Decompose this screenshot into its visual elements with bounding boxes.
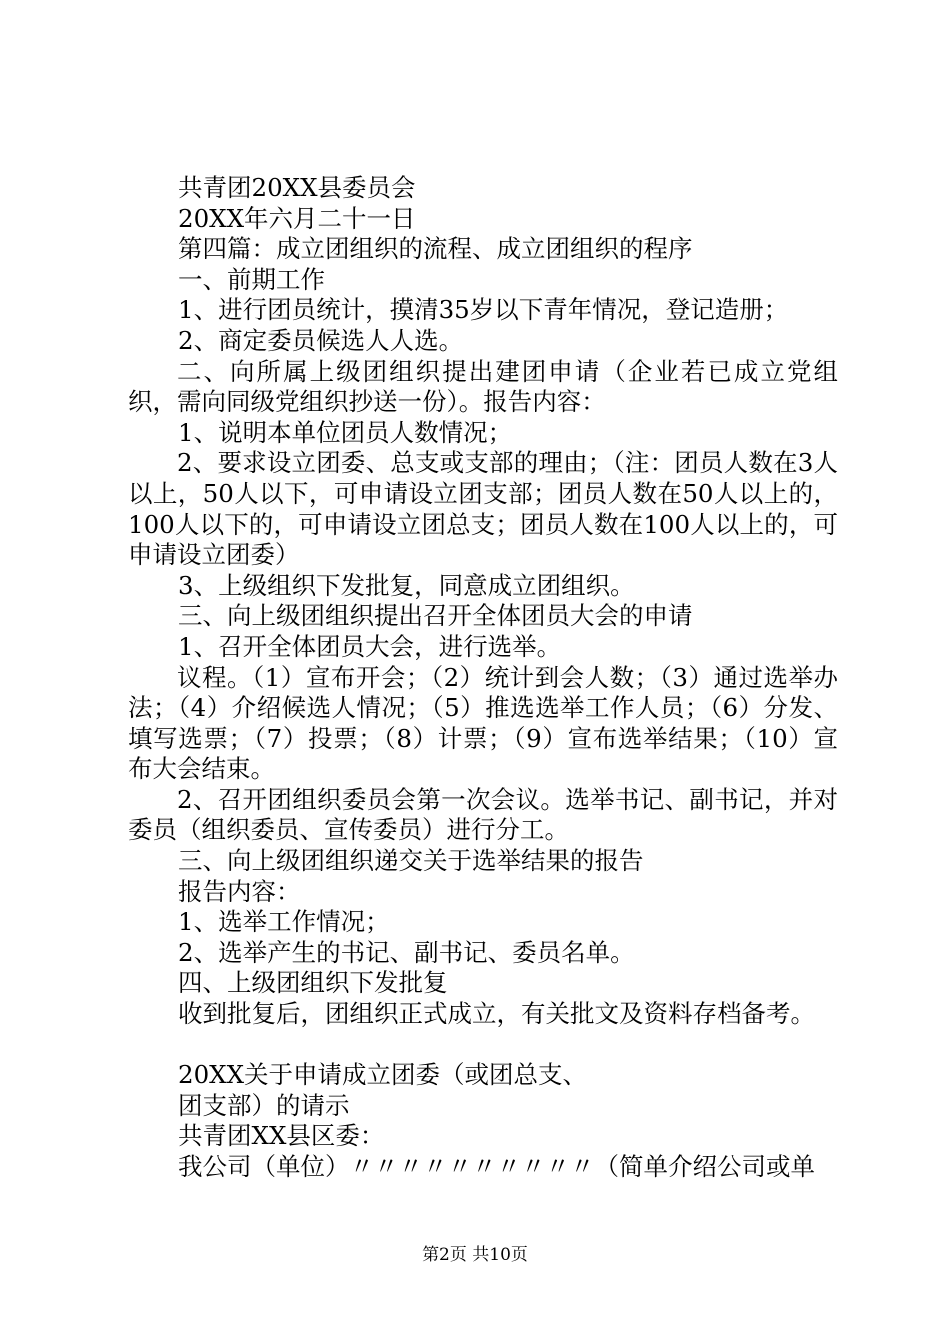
paragraph: 2、商定委员候选人人选。 xyxy=(178,325,464,355)
org-signature: 共青团20XX县委员会 xyxy=(178,173,416,202)
section-heading: 三、向上级团组织递交关于选举结果的报告 xyxy=(178,846,644,876)
paragraph: 1、进行团员统计，摸清35岁以下青年情况，登记造册； xyxy=(178,295,789,325)
signature-date: 20XX年六月二十一日 xyxy=(178,203,416,233)
section-heading: 四、上级团组织下发批复 xyxy=(178,968,448,998)
request-title-line2: 团支部）的请示 xyxy=(178,1090,350,1120)
paragraph: 1、说明本单位团员人数情况； xyxy=(178,417,513,447)
section-heading: 一、前期工作 xyxy=(178,264,325,294)
request-title-line1: 20XX关于申请成立团委（或团总支、 xyxy=(178,1060,588,1090)
section-heading: 二、向所属上级团组织提出建团申请（企业若已成立党组织，需向同级党组织抄送一份）。报告内容： xyxy=(128,356,838,417)
paragraph: 收到批复后，团组织正式成立，有关批文及资料存档备考。 xyxy=(178,999,815,1029)
paragraph: 议程。（1）宣布开会；（2）统计到会人数；（3）通过选举办法；（4）介绍候选人情况；（5）推选选举工作人员；（6）分发、填写选票；（7）投票；（8）计票；（9）宣布选举结果；（10）宣布大会结束。 xyxy=(128,662,838,784)
paragraph: 报告内容： xyxy=(178,876,301,906)
page-footer: 第2页 共10页 xyxy=(422,1245,528,1265)
request-body: 我公司（单位）〃〃〃〃〃〃〃〃〃〃（简单介绍公司或单 xyxy=(178,1152,815,1181)
paragraph: 3、上级组织下发批复，同意成立团组织。 xyxy=(178,570,635,600)
paragraph: 2、召开团组织委员会第一次会议。选举书记、副书记，并对委员（组织委员、宣传委员）进行分工。 xyxy=(128,784,838,845)
paragraph: 2、选举产生的书记、副书记、委员名单。 xyxy=(178,937,635,967)
blank-line xyxy=(128,1030,838,1061)
chapter-title: 第四篇：成立团组织的流程、成立团组织的程序 xyxy=(178,234,693,264)
document-body xyxy=(128,173,838,1183)
section-heading: 三、向上级团组织提出召开全体团员大会的申请 xyxy=(178,601,693,631)
request-salutation: 共青团XX县区委： xyxy=(178,1121,385,1151)
paragraph: 1、召开全体团员大会，进行选举。 xyxy=(178,631,562,661)
paragraph: 2、要求设立团委、总支或支部的理由；（注：团员人数在3人以上，50人以下，可申请设立团支部；团员人数在50人以上的，100人以下的，可申请设立团总支；团员人数在100人以上的，可申请设立团委） xyxy=(128,448,838,570)
paragraph: 1、选举工作情况； xyxy=(178,907,390,937)
